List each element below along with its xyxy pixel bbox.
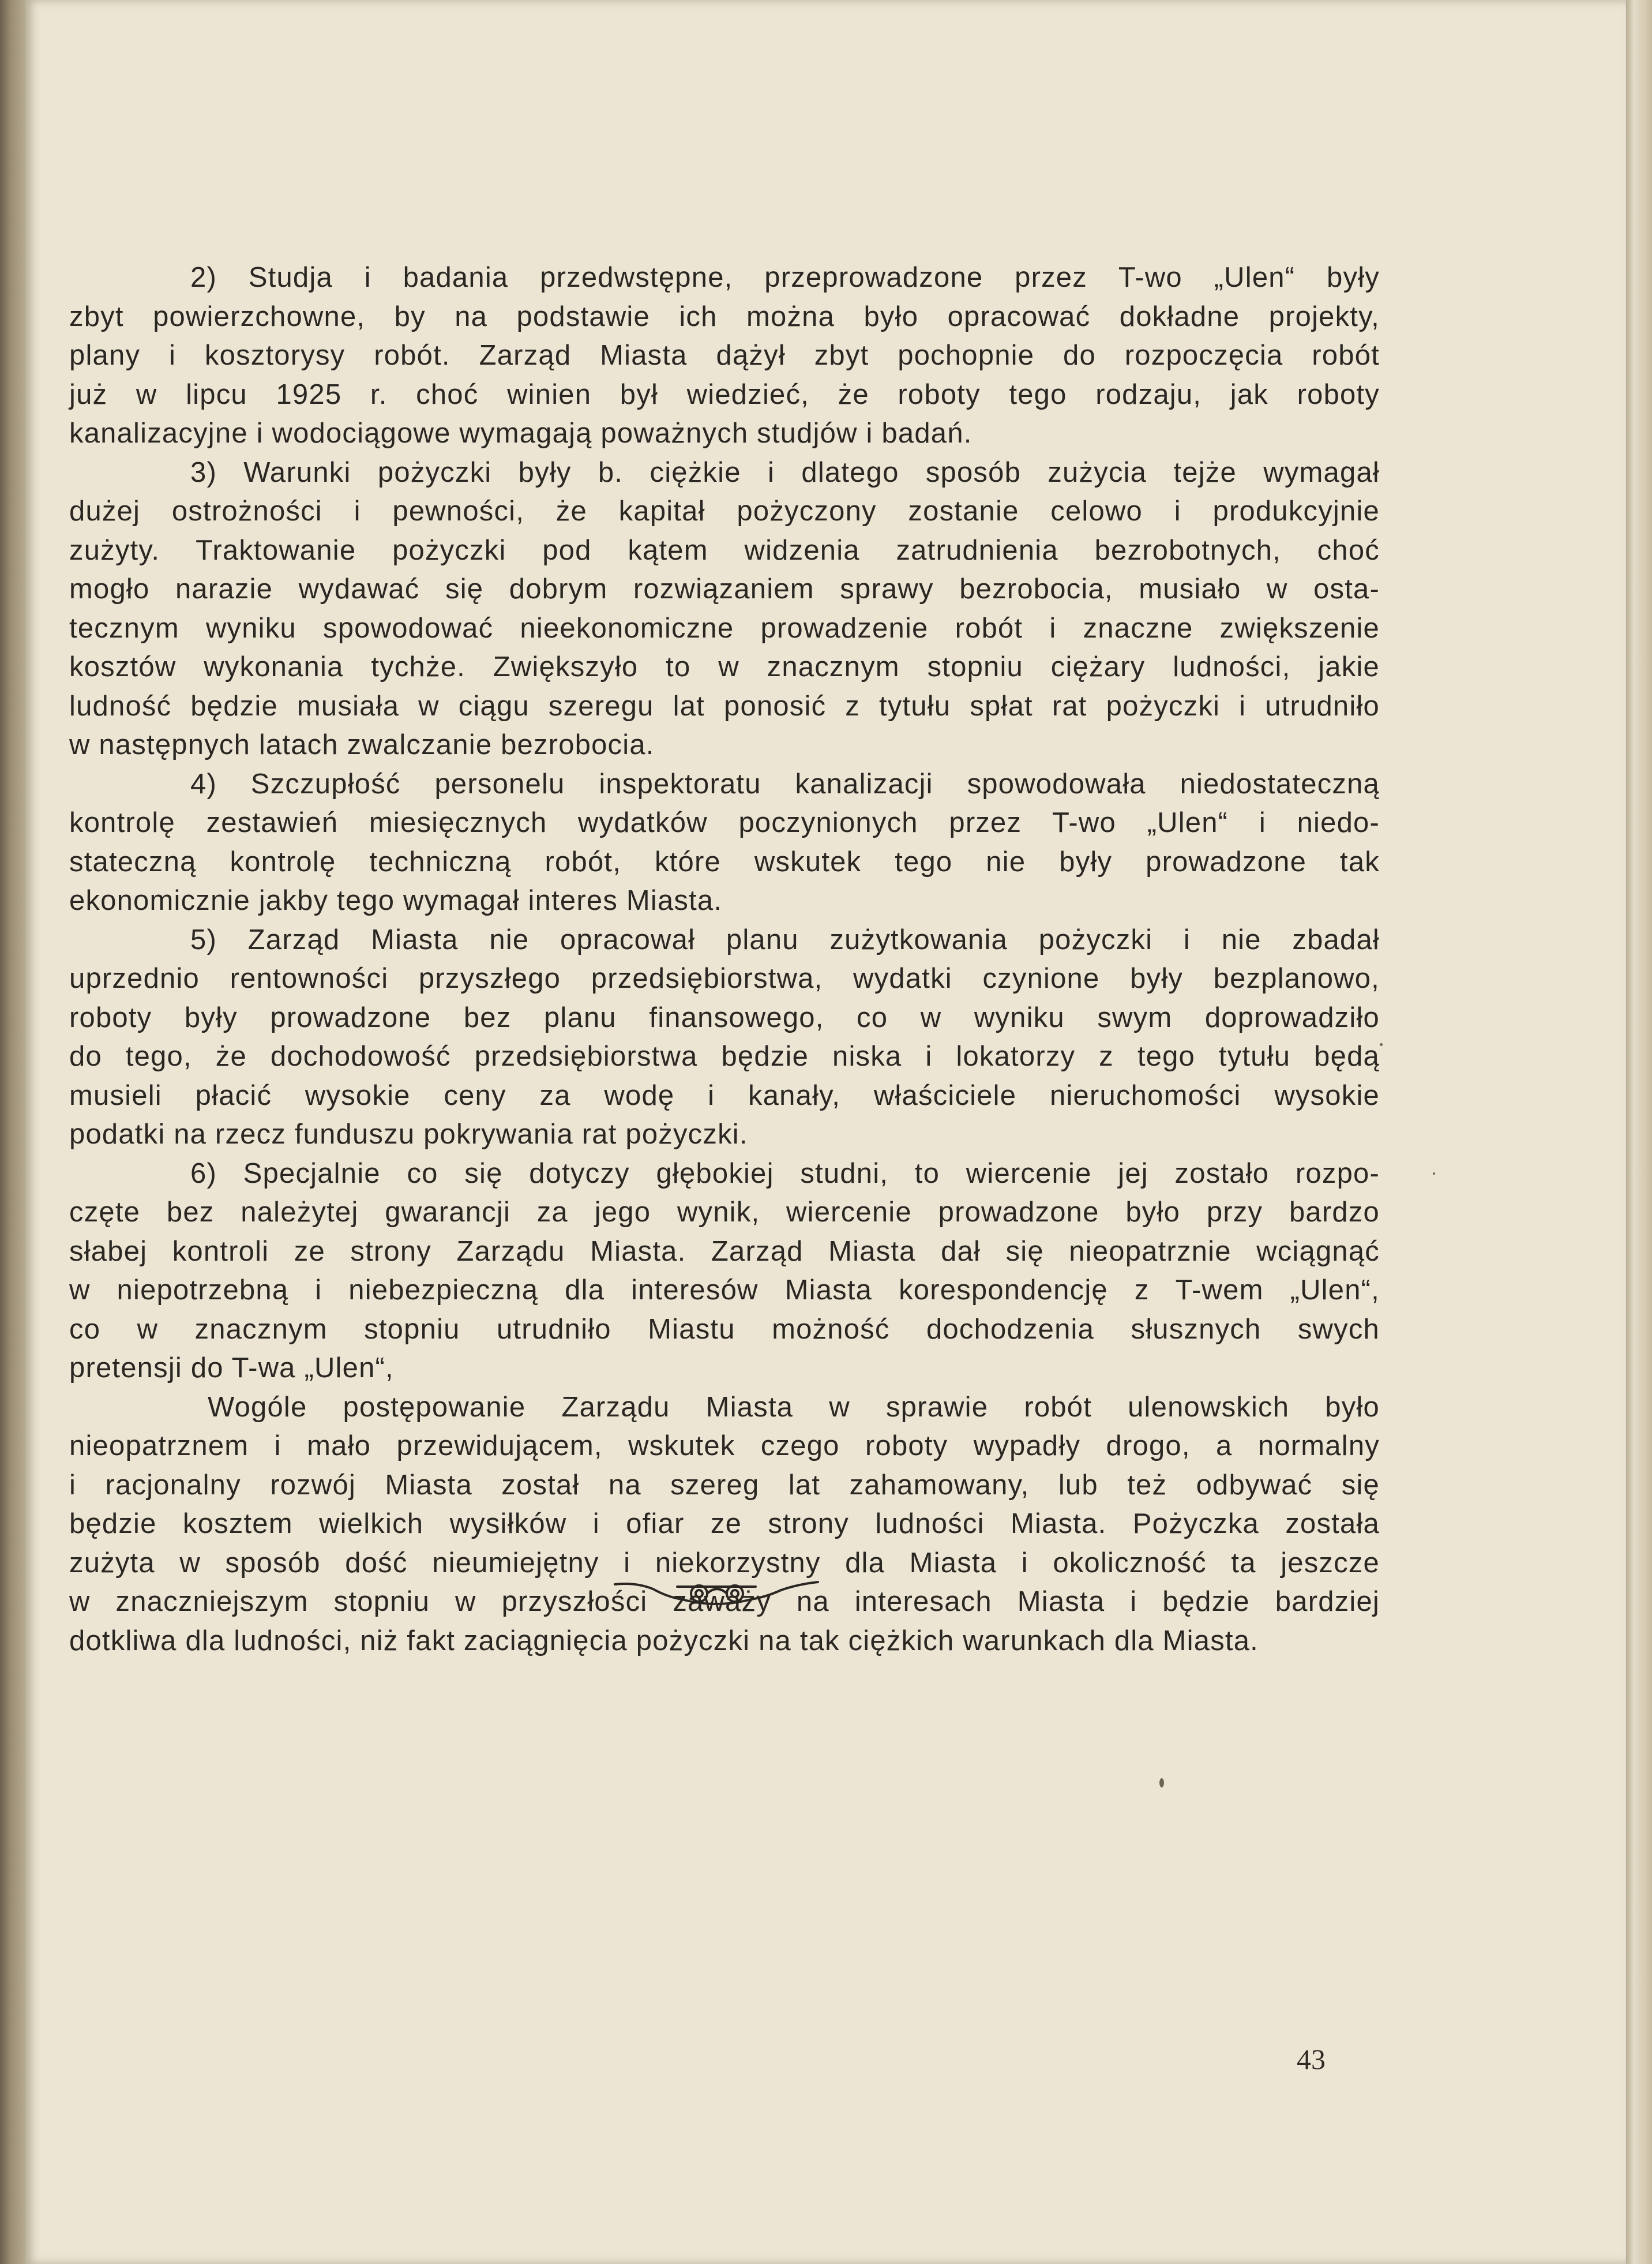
page-number: 43	[1297, 2043, 1326, 2075]
decorative-scroll-ornament-icon	[613, 1574, 820, 1611]
text-line: 2) Studja i badania przedwstępne, przeprowadzone przez T-wo „Ulen“ były	[190, 262, 1380, 293]
text-line: będzie kosztem wielkich wysiłków i ofiar ze strony ludności Miasta. Pożyczka została	[69, 1508, 1380, 1539]
text-line: stateczną kontrolę techniczną robót, które wskutek tego nie były prowadzone tak	[69, 846, 1380, 878]
text-line: zużyty. Traktowanie pożyczki pod kątem widzenia zatrudnienia bezrobotnych, choć	[69, 534, 1380, 566]
text-line: kontrolę zestawień miesięcznych wydatków poczynionych przez T-wo „Ulen“ i niedo-	[69, 807, 1380, 838]
text-line: nieopatrznem i mało przewidującem, wskutek czego roboty wypadły drogo, a normalny	[69, 1430, 1380, 1461]
text-line: 3) Warunki pożyczki były b. ciężkie i dlatego sposób zużycia tejże wymagał	[190, 456, 1380, 488]
text-line: kosztów wykonania tychże. Zwiększyło to w znacznym stopniu ciężary ludności, jakie	[69, 651, 1380, 683]
paper-speck	[1380, 1043, 1383, 1046]
paragraph-p4	[69, 765, 1380, 921]
text-line: kanalizacyjne i wodociągowe wymagają poważnych studjów i badań.	[69, 418, 973, 449]
text-line: plany i kosztorysy robót. Zarząd Miasta dążył zbyt pochopnie do rozpoczęcia robót	[69, 340, 1380, 371]
paragraph-p2	[69, 258, 1380, 453]
text-line: co w znacznym stopniu utrudniło Miastu możność dochodzenia słusznych swych	[69, 1313, 1380, 1345]
text-line: dużej ostrożności i pewności, że kapitał pożyczony zostanie celowo i produkcyjnie	[69, 496, 1380, 527]
text-line: mogło narazie wydawać się dobrym rozwiązaniem sprawy bezrobocia, musiało w osta-	[69, 574, 1380, 605]
text-line: do tego, że dochodowość przedsiębiorstwa będzie niska i lokatorzy z tego tytułu będą	[69, 1041, 1380, 1072]
text-line: dotkliwa dla ludności, niż fakt zaciągnięcia pożyczki na tak ciężkich warunkach dla Miasta.	[69, 1625, 1259, 1656]
text-line: częte bez należytej gwarancji za jego wynik, wiercenie prowadzone było przy bardzo	[69, 1197, 1380, 1228]
paragraph-p3	[69, 453, 1380, 765]
text-line: słabej kontroli ze strony Zarządu Miasta. Zarząd Miasta dał się nieopatrznie wciągnąć	[69, 1235, 1380, 1267]
paper-speck	[1433, 1172, 1435, 1175]
text-line: podatki na rzecz funduszu pokrywania rat pożyczki.	[69, 1119, 748, 1150]
paragraph-p6	[69, 1155, 1380, 1388]
text-line: ludność będzie musiała w ciągu szeregu lat ponosić z tytułu spłat rat pożyczki i utrudniło	[69, 690, 1380, 722]
text-line: 4) Szczupłość personelu inspektoratu kanalizacji spowodowała niedostateczną	[190, 768, 1380, 800]
text-line: pretensji do T-wa „Ulen“,	[69, 1352, 394, 1384]
text-line: w niepotrzebną i niebezpieczną dla interesów Miasta korespondencję z T-wem „Ulen“,	[69, 1275, 1380, 1306]
text-line: zużyta w sposób dość nieumiejętny i niekorzystny dla Miasta i okoliczność ta jeszcze	[69, 1547, 1380, 1579]
text-line: w znaczniejszym stopniu w przyszłości zaważy na interesach Miasta i będzie bardziej	[69, 1586, 1380, 1617]
text-line: 5) Zarząd Miasta nie opracował planu zużytkowania pożyczki i nie zbadał	[190, 924, 1380, 955]
page-edge	[1626, 0, 1652, 2264]
text-line: ekonomicznie jakby tego wymagał interes Miasta.	[69, 885, 723, 916]
text-line: już w lipcu 1925 r. choć winien był wiedzieć, że roboty tego rodzaju, jak roboty	[69, 378, 1380, 410]
text-line: musieli płacić wysokie ceny za wodę i kanały, właściciele nieruchomości wysokie	[69, 1079, 1380, 1111]
paragraph-p5	[69, 921, 1380, 1155]
text-line: 6) Specjalnie co się dotyczy głębokiej studni, to wiercenie jej zostało rozpo-	[190, 1157, 1380, 1189]
text-line: i racjonalny rozwój Miasta został na szereg lat zahamowany, lub też odbywać się	[69, 1469, 1380, 1501]
paper-speck	[1159, 1778, 1164, 1787]
body-text	[69, 258, 1380, 1660]
text-line: roboty były prowadzone bez planu finansowego, co w wyniku swym doprowadziło	[69, 1002, 1380, 1033]
text-line: tecznym wyniku spowodować nieekonomiczne prowadzenie robót i znaczne zwiększenie	[69, 612, 1380, 644]
text-line: zbyt powierzchowne, by na podstawie ich można było opracować dokładne projekty,	[69, 301, 1380, 332]
text-line: Wogóle postępowanie Zarządu Miasta w sprawie robót ulenowskich było	[208, 1391, 1380, 1423]
text-line: w następnych latach zwalczanie bezrobocia.	[69, 729, 655, 760]
text-line: uprzednio rentowności przyszłego przedsiębiorstwa, wydatki czynione były bezplanowo,	[69, 963, 1380, 994]
paragraph-p7	[69, 1388, 1380, 1661]
